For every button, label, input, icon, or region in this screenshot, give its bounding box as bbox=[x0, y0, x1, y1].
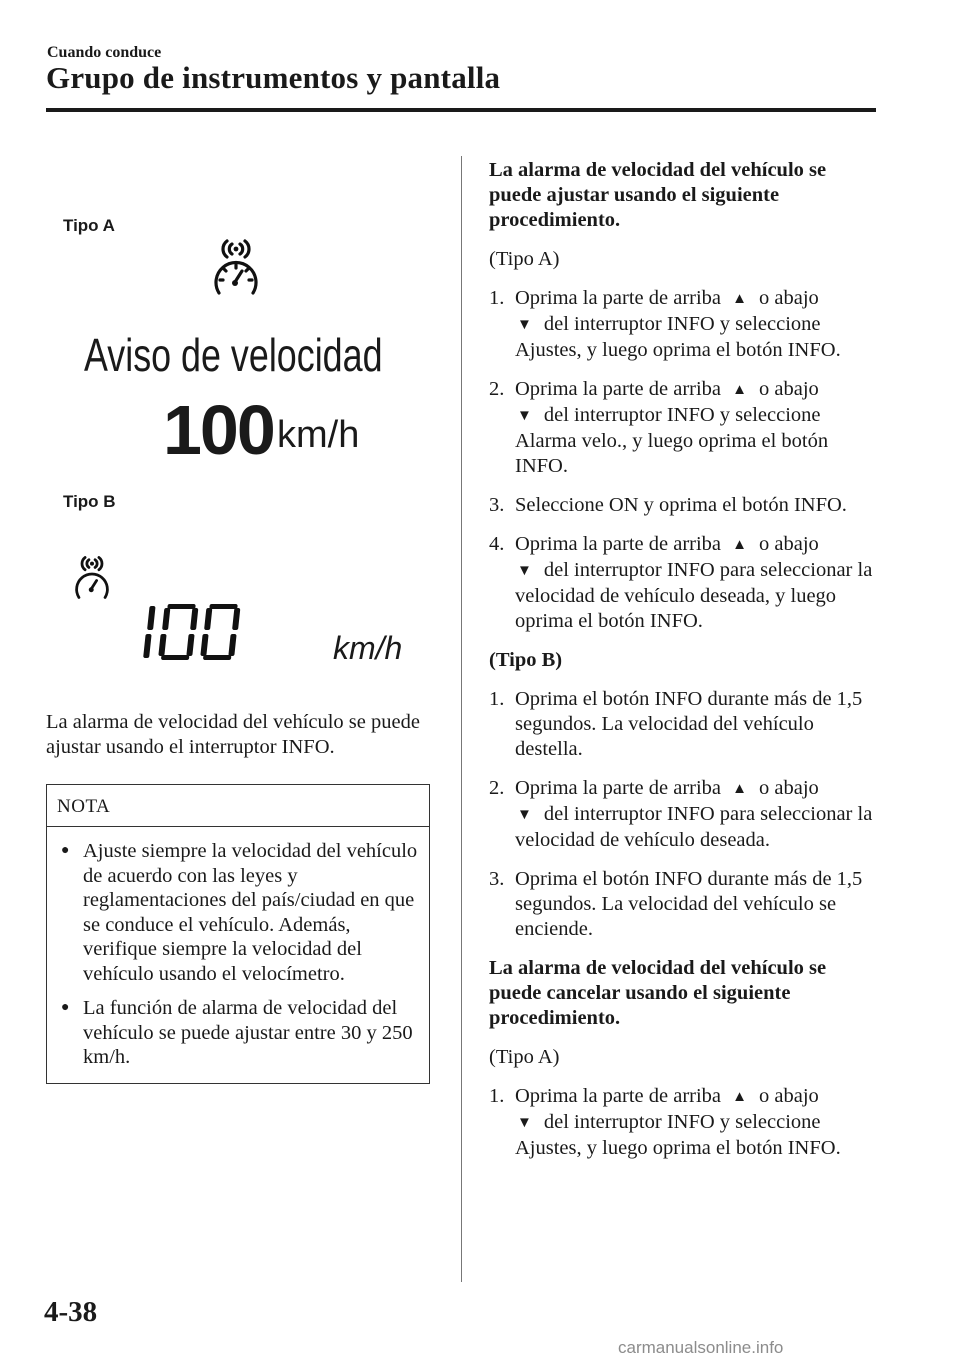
page-number: 4-38 bbox=[44, 1296, 98, 1328]
step-text: o abajo bbox=[759, 777, 819, 799]
arrow-down-icon: ▼ bbox=[517, 408, 532, 424]
set-procedure-heading: La alarma de velocidad del vehículo se puede ajustar usando el siguiente procedimiento. bbox=[489, 159, 827, 231]
step-number: 3. bbox=[489, 494, 505, 516]
type-b-lcd-speed bbox=[140, 602, 250, 662]
section-label: Cuando conduce bbox=[47, 44, 162, 61]
step-text: o abajo bbox=[759, 533, 819, 555]
speed-alarm-icon bbox=[210, 238, 262, 300]
step-text: Oprima la parte de arriba bbox=[515, 287, 722, 309]
speed-warning-message: Aviso de velocidad bbox=[84, 329, 383, 381]
note-item bbox=[47, 996, 429, 1070]
note-box bbox=[46, 784, 430, 1084]
arrow-up-icon: ▲ bbox=[732, 1089, 748, 1105]
arrow-up-icon: ▲ bbox=[732, 382, 748, 398]
note-item bbox=[47, 839, 429, 986]
step-number: 1. bbox=[489, 688, 505, 710]
type-a-speed-unit: km/h bbox=[277, 414, 360, 456]
step-number: 2. bbox=[489, 777, 505, 799]
step-text: del interruptor INFO para seleccionar la velocidad de vehículo deseada, y luego oprima el botón INFO. bbox=[515, 559, 873, 632]
right-column bbox=[489, 158, 879, 1175]
step-number: 2. bbox=[489, 378, 505, 400]
arrow-up-icon: ▲ bbox=[732, 781, 748, 797]
arrow-up-icon: ▲ bbox=[732, 537, 748, 553]
header-rule bbox=[46, 108, 876, 112]
list-item bbox=[489, 776, 879, 853]
type-a-heading: (Tipo A) bbox=[489, 248, 560, 270]
type-b-label: Tipo B bbox=[63, 492, 116, 511]
list-item bbox=[489, 286, 879, 363]
list-item bbox=[489, 377, 879, 479]
step-text: Oprima la parte de arriba bbox=[515, 378, 722, 400]
bullet-icon: ● bbox=[61, 843, 70, 858]
step-text: Oprima el botón INFO durante más de 1,5 segundos. La velocidad del vehículo destella. bbox=[515, 688, 863, 760]
type-a-heading: (Tipo A) bbox=[489, 1046, 560, 1068]
arrow-down-icon: ▼ bbox=[517, 1115, 532, 1131]
type-a-speed-value: 100 bbox=[163, 391, 274, 469]
watermark-link[interactable]: carmanualsonline.info bbox=[618, 1338, 784, 1357]
column-divider bbox=[461, 156, 462, 1282]
step-text: del interruptor INFO y seleccione Alarma velo., y luego oprima el botón INFO. bbox=[515, 404, 829, 477]
note-item-text: La función de alarma de velocidad del vehículo se puede ajustar entre 30 y 250 km/h. bbox=[83, 997, 413, 1068]
step-text: o abajo bbox=[759, 378, 819, 400]
list-item bbox=[489, 687, 879, 762]
note-item-text: Ajuste siempre la velocidad del vehículo de acuerdo con las leyes y reglamentaciones del país/ciudad en que se conduce el vehículo. Además, verifique siempre la velocidad del vehículo usando el velocímetro. bbox=[83, 840, 418, 985]
type-b-speed-unit: km/h bbox=[333, 630, 403, 666]
step-text: Oprima el botón INFO durante más de 1,5 segundos. La velocidad del vehículo se enciende. bbox=[515, 868, 863, 940]
arrow-down-icon: ▼ bbox=[517, 563, 532, 579]
note-heading: NOTA bbox=[47, 785, 429, 827]
list-item bbox=[489, 532, 879, 634]
step-number: 1. bbox=[489, 1085, 505, 1107]
type-a-label: Tipo A bbox=[63, 216, 115, 235]
step-number: 1. bbox=[489, 287, 505, 309]
list-item bbox=[489, 493, 879, 518]
step-text: Oprima la parte de arriba bbox=[515, 777, 722, 799]
step-text: Oprima la parte de arriba bbox=[515, 533, 722, 555]
step-text: del interruptor INFO y seleccione Ajustes, y luego oprima el botón INFO. bbox=[515, 1111, 841, 1159]
step-text: Oprima la parte de arriba bbox=[515, 1085, 722, 1107]
step-text: del interruptor INFO y seleccione Ajustes, y luego oprima el botón INFO. bbox=[515, 313, 841, 361]
arrow-up-icon: ▲ bbox=[732, 291, 748, 307]
arrow-down-icon: ▼ bbox=[517, 317, 532, 333]
step-text: o abajo bbox=[759, 287, 819, 309]
list-item bbox=[489, 1084, 879, 1161]
arrow-down-icon: ▼ bbox=[517, 807, 532, 823]
step-number: 3. bbox=[489, 868, 505, 890]
page-title: Grupo de instrumentos y pantalla bbox=[46, 60, 501, 95]
step-text: Seleccione ON y oprima el botón INFO. bbox=[515, 494, 847, 516]
step-number: 4. bbox=[489, 533, 505, 555]
bullet-icon: ● bbox=[61, 1000, 70, 1015]
cancel-procedure-heading: La alarma de velocidad del vehículo se puede cancelar usando el siguiente procedimiento. bbox=[489, 957, 827, 1029]
intro-paragraph: La alarma de velocidad del vehículo se puede ajustar usando el interruptor INFO. bbox=[46, 711, 420, 758]
step-text: o abajo bbox=[759, 1085, 819, 1107]
step-text: del interruptor INFO para seleccionar la velocidad de vehículo deseada. bbox=[515, 803, 873, 851]
type-b-heading: (Tipo B) bbox=[489, 649, 563, 671]
speed-alarm-icon bbox=[72, 555, 112, 603]
list-item bbox=[489, 867, 879, 942]
